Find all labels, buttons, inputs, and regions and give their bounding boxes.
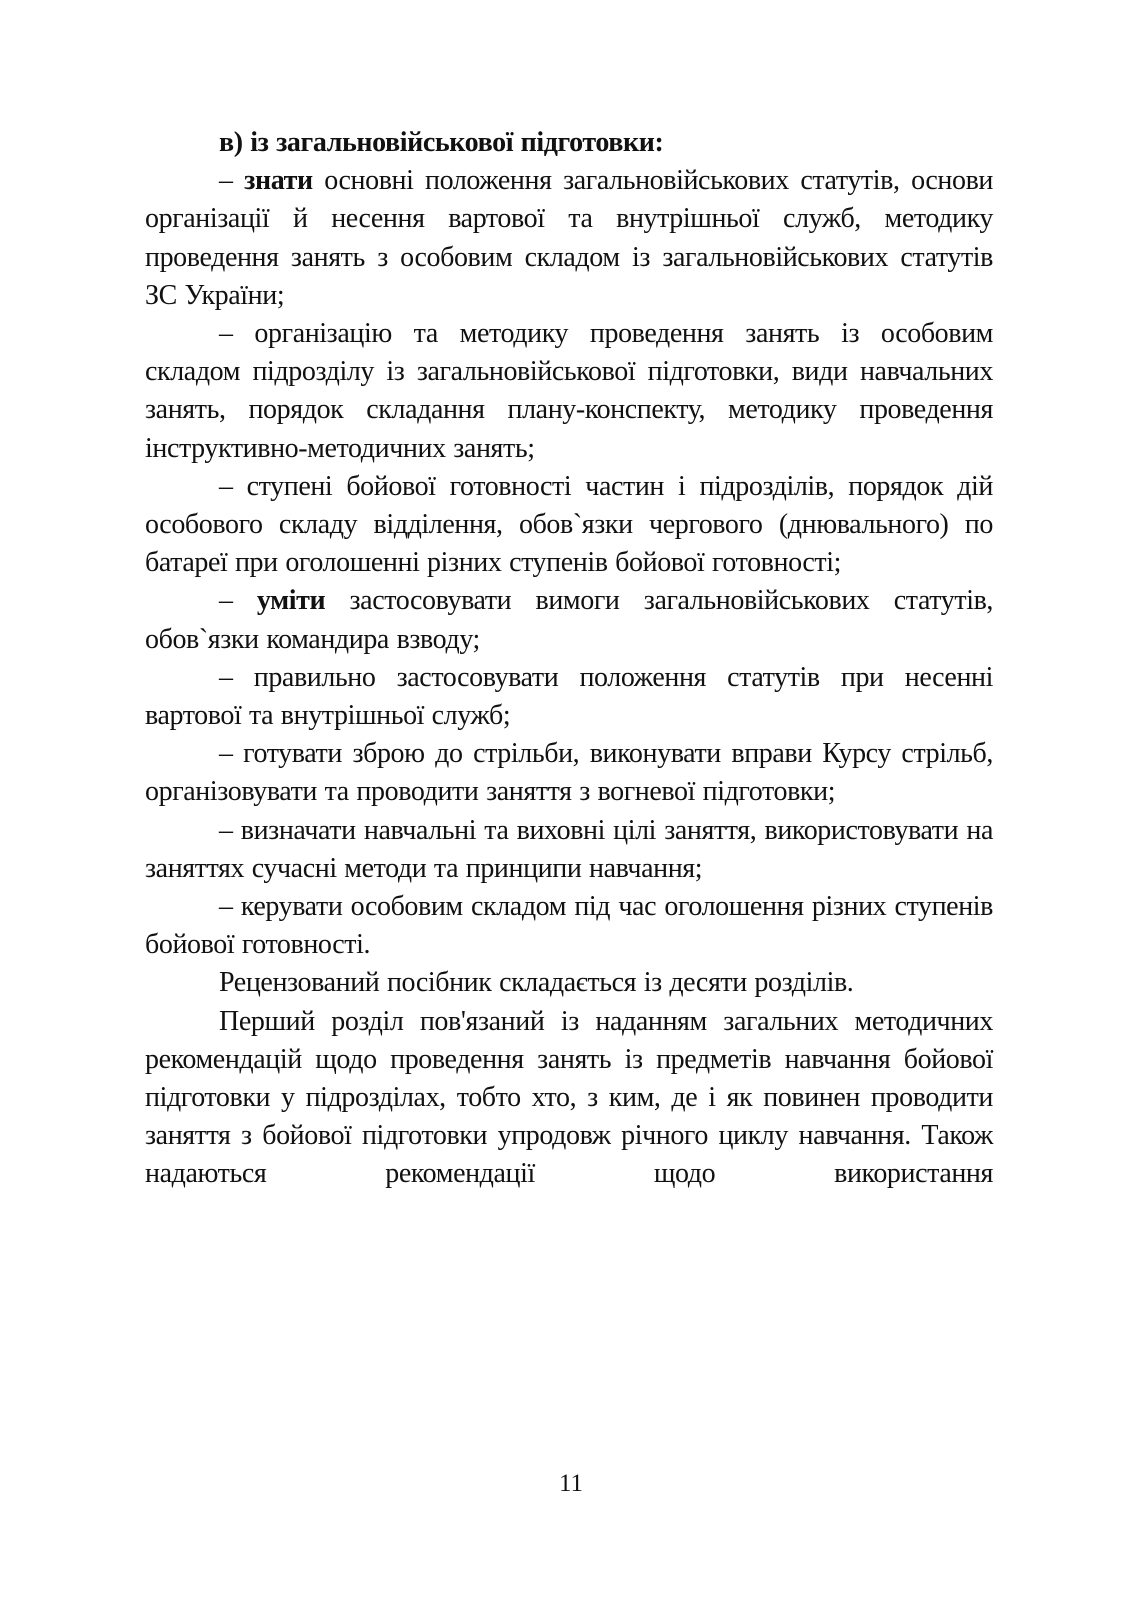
paragraph-organization	[145, 315, 993, 468]
dash: –	[219, 661, 254, 693]
dash: –	[219, 814, 241, 846]
paragraph-text: готувати зброю до стрільби, виконувати вправи Курсу стрільб, організовувати та проводити заняття з вогневої підготовки;	[145, 738, 993, 808]
page-number: 11	[558, 1470, 584, 1497]
dash: –	[219, 891, 241, 923]
paragraph-text: правильно застосовувати положення статутів при несенні вартової та внутрішньої служб;	[145, 661, 994, 732]
paragraph-goals	[145, 812, 993, 888]
document-page	[145, 124, 993, 1194]
paragraph-text: керувати особовим складом під час оголошення різних ступенів бойової готовності.	[145, 891, 993, 961]
paragraph-know	[145, 162, 993, 315]
paragraph-text: організацію та методику проведення занять із особовим складом підрозділу із загальновійськової підготовки, види навчальних занять, порядок складання плану-конспекту, методику проведення інструктивно-методичних занять;	[145, 318, 993, 464]
dash: –	[219, 738, 244, 770]
dash: –	[219, 585, 257, 617]
paragraph-text: Рецензований посібник складається із десяти розділів.	[219, 967, 854, 999]
paragraph-apply-statutes	[145, 659, 993, 735]
paragraph-weapons	[145, 735, 993, 811]
paragraph-text: визначати навчальні та виховні цілі заняття, використовувати на заняттях сучасні методи та принципи навчання;	[145, 814, 993, 884]
bold-term-know: знати	[244, 165, 313, 197]
paragraph-first-section	[145, 1003, 993, 1194]
paragraph-text: застосовувати вимоги загальновійськових статутів, обов`язки командира взводу;	[145, 585, 993, 655]
dash: –	[219, 165, 245, 197]
paragraph-text: ступені бойової готовності частин і підрозділів, порядок дій особового складу відділення, обов`язки чергового (днювального) по батареї при оголошенні різних ступенів бойової готовності;	[145, 470, 993, 579]
bold-term-be-able: уміти	[256, 585, 326, 617]
dash: –	[219, 318, 255, 350]
paragraph-structure	[145, 964, 993, 1002]
dash: –	[219, 470, 247, 502]
section-heading: в) із загальновійськової підготовки:	[219, 127, 664, 158]
paragraph-be-able	[145, 582, 993, 658]
paragraph-command	[145, 888, 993, 964]
paragraph-text: основні положення загальновійськових статутів, основи організації й несення вартової та внутрішньої служб, методику проведення занять з особовим складом із загальновійськових статутів ЗС України;	[145, 165, 993, 311]
paragraph-text: Перший розділ пов'язаний із наданням загальних методичних рекомендацій щодо проведення занять із предметів навчання бойової підготовки у підрозділах, тобто хто, з ким, де і як повинен проводити заняття з бойової підготовки упродовж річного циклу навчання. Також надаються рекомендації щодо використання	[145, 1005, 993, 1190]
paragraph-readiness	[145, 468, 993, 583]
